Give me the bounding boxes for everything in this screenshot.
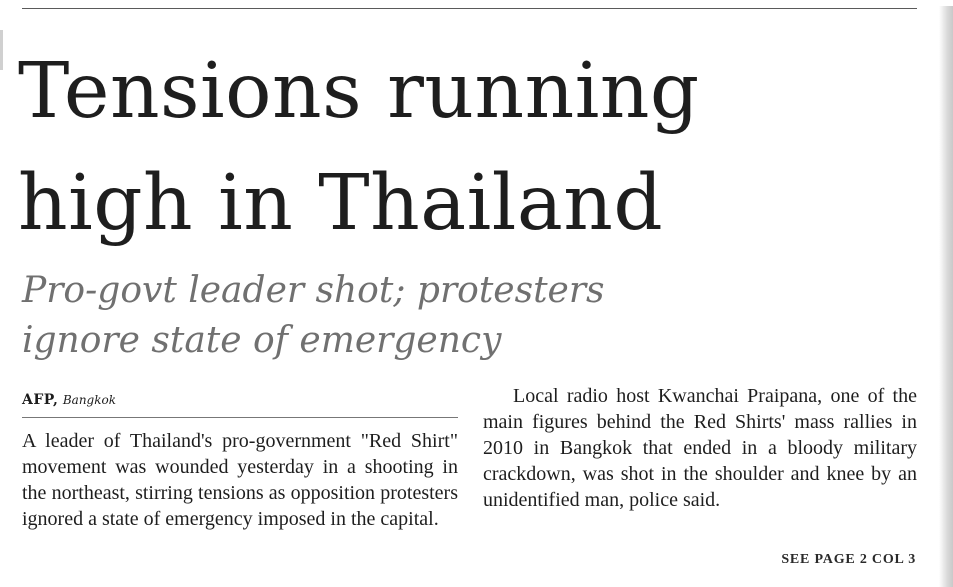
byline-rule [22, 417, 458, 418]
top-rule [22, 8, 917, 9]
headline [18, 36, 918, 260]
byline [22, 391, 116, 409]
article-paragraph-1: A leader of Thailand's pro-government "Red Shirt" movement was wounded yesterday in a shooting in the northeast, stirring tensions as opposition protesters ignored a state of emergency imposed in the capital. [22, 430, 458, 530]
continuation-jump: SEE PAGE 2 COL 3 [781, 552, 916, 567]
subheadline [22, 266, 922, 366]
page-edge-mark [0, 30, 3, 70]
headline-line-2: high in Thailand [18, 159, 664, 248]
page-edge-shadow [939, 6, 953, 587]
byline-place: Bangkok [62, 393, 117, 407]
article-paragraph-2: Local radio host Kwanchai Praipana, one of the main figures behind the Red Shirts' mass rallies in 2010 in Bangkok that ended in a bloody military crackdown, was shot in the shoulder and knee by an unidentified man, police said. [483, 385, 917, 511]
subheadline-line-2: ignore state of emergency [22, 320, 502, 361]
headline-line-1: Tensions running [18, 47, 700, 136]
byline-agency: AFP, [22, 392, 59, 408]
subheadline-line-1: Pro-govt leader shot; protesters [22, 270, 605, 311]
